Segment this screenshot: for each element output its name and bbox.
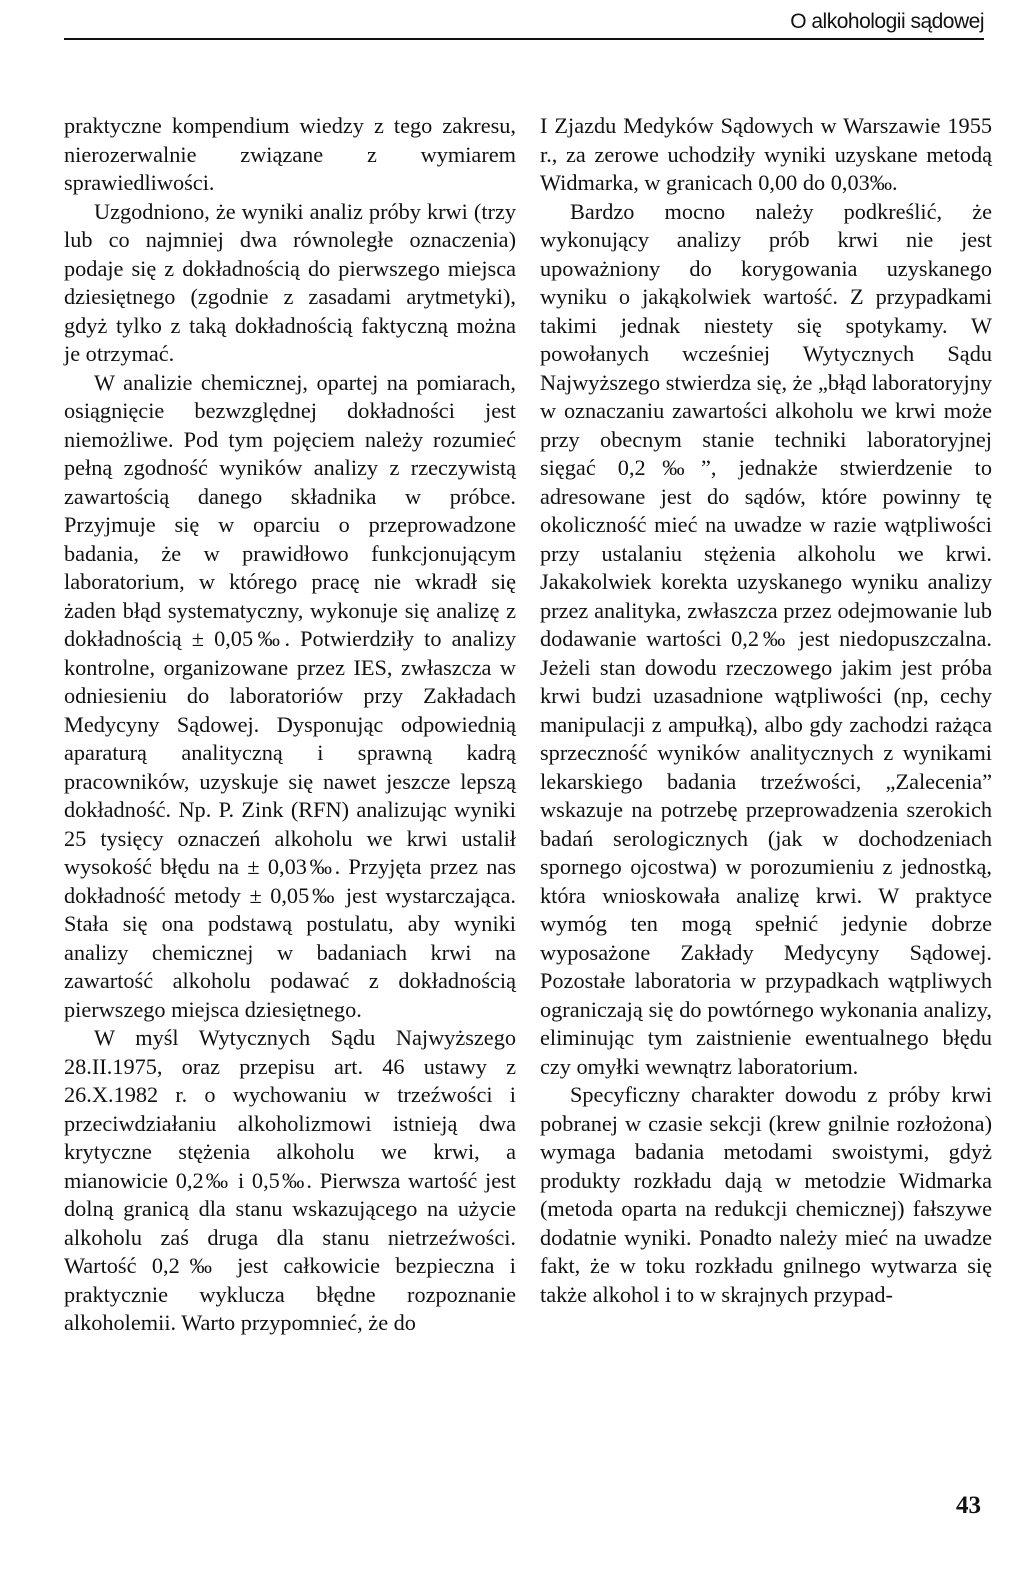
- running-header-title: O alkohologii sądowej: [790, 10, 984, 33]
- paragraph: W myśl Wytycznych Sądu Najwyższego 28.II.1975, oraz przepisu art. 46 ustawy z 26.X.1982 r. o wychowaniu w trzeźwości i przeciwdziałaniu alkoholizmowi istnieją dwa krytyczne stężenia alkoholu we krwi, a mianowicie 0,2‰ i 0,5‰. Pierwsza wartość jest dolną granicą dla stanu wskazującego na użycie alkoholu zaś druga dla stanu nietrzeźwości. Wartość 0,2‰ jest całkowicie bezpieczna i praktycznie wyklucza błędne rozpoznanie alkoholemii. Warto przypomnieć, że do: [64, 1025, 516, 1335]
- paragraph: Uzgodniono, że wyniki analiz próby krwi (trzy lub co najmniej dwa równoległe oznaczenia) podaje się z dokładnością do pierwszego miejsca dziesiętnego (zgodnie z zasadami arytmetyki), gdyż tylko z taką dokładnością faktyczną można je otrzymać.: [64, 198, 516, 366]
- paragraph: Bardzo mocno należy podkreślić, że wykonujący analizy prób krwi nie jest upoważniony do korygowania uzyskanego wyniku o jakąkolwiek wartość. Z przypadkami takimi jednak niestety się spotykamy. W powołanych wcześniej Wytycznych Sądu Najwyższego stwierdza się, że „błąd laboratoryjny w oznaczaniu zawartości alkoholu we krwi może przy obecnym stanie techniki laboratoryjnej sięgać 0,2‰”, jednakże stwierdzenie to adresowane jest do sądów, które powinny tę okoliczność mieć na uwadze w razie wątpliwości przy ustalaniu stężenia alkoholu we krwi. Jakakolwiek korekta uzyskanego wyniku analizy przez analityka, zwłaszcza przez odejmowanie lub dodawanie wartości 0,2‰ jest niedopuszczalna. Jeżeli stan dowodu rzeczowego jakim jest próba krwi budzi uzasadnione wątpliwości (np, cechy manipulacji z ampułką), albo gdy zachodzi rażąca sprzeczność wyników analitycznych z wynikami lekarskiego badania trzeźwości, „Zalecenia” wskazuje na potrzebę przeprowadzenia szerokich badań serologicznych (jak w dochodzeniach spornego ojcostwa) w porozumieniu z jednostką, która wnioskowała analizę krwi. W praktyce wymóg ten mogą spełnić jedynie dobrze wyposażone Zakłady Medycyny Sądowej. Pozostałe laboratoria w przypadkach wątpliwych ograniczają się do powtórnego wykonania analizy, eliminując tym zaistnienie ewentualnego błędu czy omyłki wewnątrz laboratorium.: [540, 198, 992, 1079]
- paragraph: W analizie chemicznej, opartej na pomiarach, osiągnięcie bezwzględnej dokładności jest niemożliwe. Pod tym pojęciem należy rozumieć pełną zgodność wyników analizy z rzeczywistą zawartością danego składnika w próbce. Przyjmuje się w oparciu o przeprowadzone badania, że w prawidłowo funkcjonującym laboratorium, w którego pracę nie wkradł się żaden błąd systematyczny, wykonuje się analizę z dokładnością ± 0,05‰. Potwierdziły to analizy kontrolne, organizowane przez IES, zwłaszcza w odniesieniu do laboratoriów przy Zakładach Medycyny Sądowej. Dysponując odpowiednią aparaturą analityczną i sprawną kadrą pracowników, uzyskuje się nawet jeszcze lepszą dokładność. Np. P. Zink (RFN) analizując wyniki 25 tysięcy oznaczeń alkoholu we krwi ustalił wysokość błędu na ± 0,03‰. Przyjęta przez nas dokładność metody ± 0,05‰ jest wystarczająca. Stała się ona podstawą postulatu, aby wyniki analizy chemicznej w badaniach krwi na zawartość alkoholu podawać z dokładnością pierwszego miejsca dziesiętnego.: [64, 369, 516, 1022]
- left-column: [64, 112, 516, 1338]
- paragraph: Specyficzny charakter dowodu z próby krwi pobranej w czasie sekcji (krew gnilnie rozłożona) wymaga badania metodami swoistymi, gdyż produkty rozkładu dają w metodzie Widmarka (metoda oparta na redukcji chemicznej) fałszywe dodatnie wyniki. Ponadto należy mieć na uwadze fakt, że w toku rozkładu gnilnego wytwarza się także alkohol i to w skrajnych przypad-: [540, 1082, 992, 1307]
- paragraph: praktyczne kompendium wiedzy z tego zakresu, nierozerwalnie związane z wymiarem sprawiedliwości.: [64, 113, 516, 195]
- paragraph: I Zjazdu Medyków Sądowych w Warszawie 1955 r., za zerowe uchodziły wyniki uzyskane metodą Widmarka, w granicach 0,00 do 0,03‰.: [540, 113, 992, 195]
- right-column: [540, 112, 992, 1309]
- header-rule: [64, 38, 984, 40]
- page-number: 43: [956, 1492, 981, 1519]
